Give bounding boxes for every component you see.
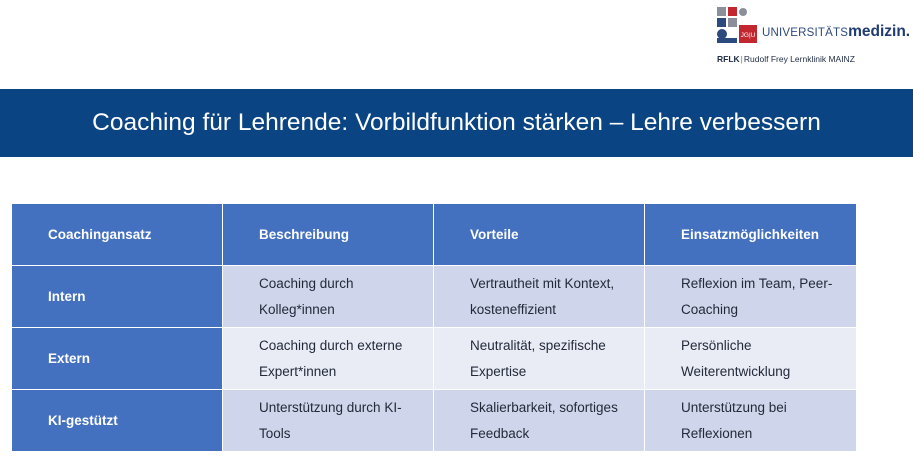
institute-full-name: Rudolf Frey Lernklinik MAINZ bbox=[743, 54, 855, 64]
institute-name bbox=[717, 54, 855, 64]
table-row bbox=[12, 390, 857, 452]
row-benefits: Skalierbarkeit, sofortiges Feedback bbox=[434, 390, 645, 452]
row-approach: KI-gestützt bbox=[12, 390, 223, 452]
column-header-uses: Einsatzmöglichkeiten bbox=[645, 204, 857, 266]
table-row bbox=[12, 328, 857, 390]
column-header-approach: Coachingansatz bbox=[12, 204, 223, 266]
row-description: Unterstützung durch KI-Tools bbox=[223, 390, 434, 452]
institute-separator: | bbox=[740, 54, 743, 64]
jgu-badge-text: JG|U bbox=[740, 32, 756, 39]
column-header-description: Beschreibung bbox=[223, 204, 434, 266]
table-header-row bbox=[12, 204, 857, 266]
column-header-benefits: Vorteile bbox=[434, 204, 645, 266]
row-uses: Reflexion im Team, Peer-Coaching bbox=[645, 266, 857, 328]
row-uses: Unterstützung bei Reflexionen bbox=[645, 390, 857, 452]
institute-abbr: RFLK bbox=[717, 54, 740, 64]
row-uses: Persönliche Weiterentwicklung bbox=[645, 328, 857, 390]
brand-wordmark bbox=[762, 23, 910, 41]
row-description: Coaching durch externe Expert*innen bbox=[223, 328, 434, 390]
row-description: Coaching durch Kolleg*innen bbox=[223, 266, 434, 328]
row-benefits: Neutralität, spezifische Expertise bbox=[434, 328, 645, 390]
table-row bbox=[12, 266, 857, 328]
university-logo bbox=[714, 4, 910, 66]
title-banner bbox=[0, 89, 913, 157]
brand-bold: medizin. bbox=[848, 23, 911, 40]
row-benefits: Vertrautheit mit Kontext, kosteneffizient bbox=[434, 266, 645, 328]
page-title: Coaching für Lehrende: Vorbildfunktion stärken – Lehre verbessern bbox=[92, 109, 821, 136]
row-approach: Extern bbox=[12, 328, 223, 390]
row-approach: Intern bbox=[12, 266, 223, 328]
coaching-table bbox=[11, 203, 857, 452]
brand-prefix: UNIVERSITÄTS bbox=[762, 27, 849, 39]
universitaetsmedizin-logo-icon bbox=[717, 7, 757, 43]
